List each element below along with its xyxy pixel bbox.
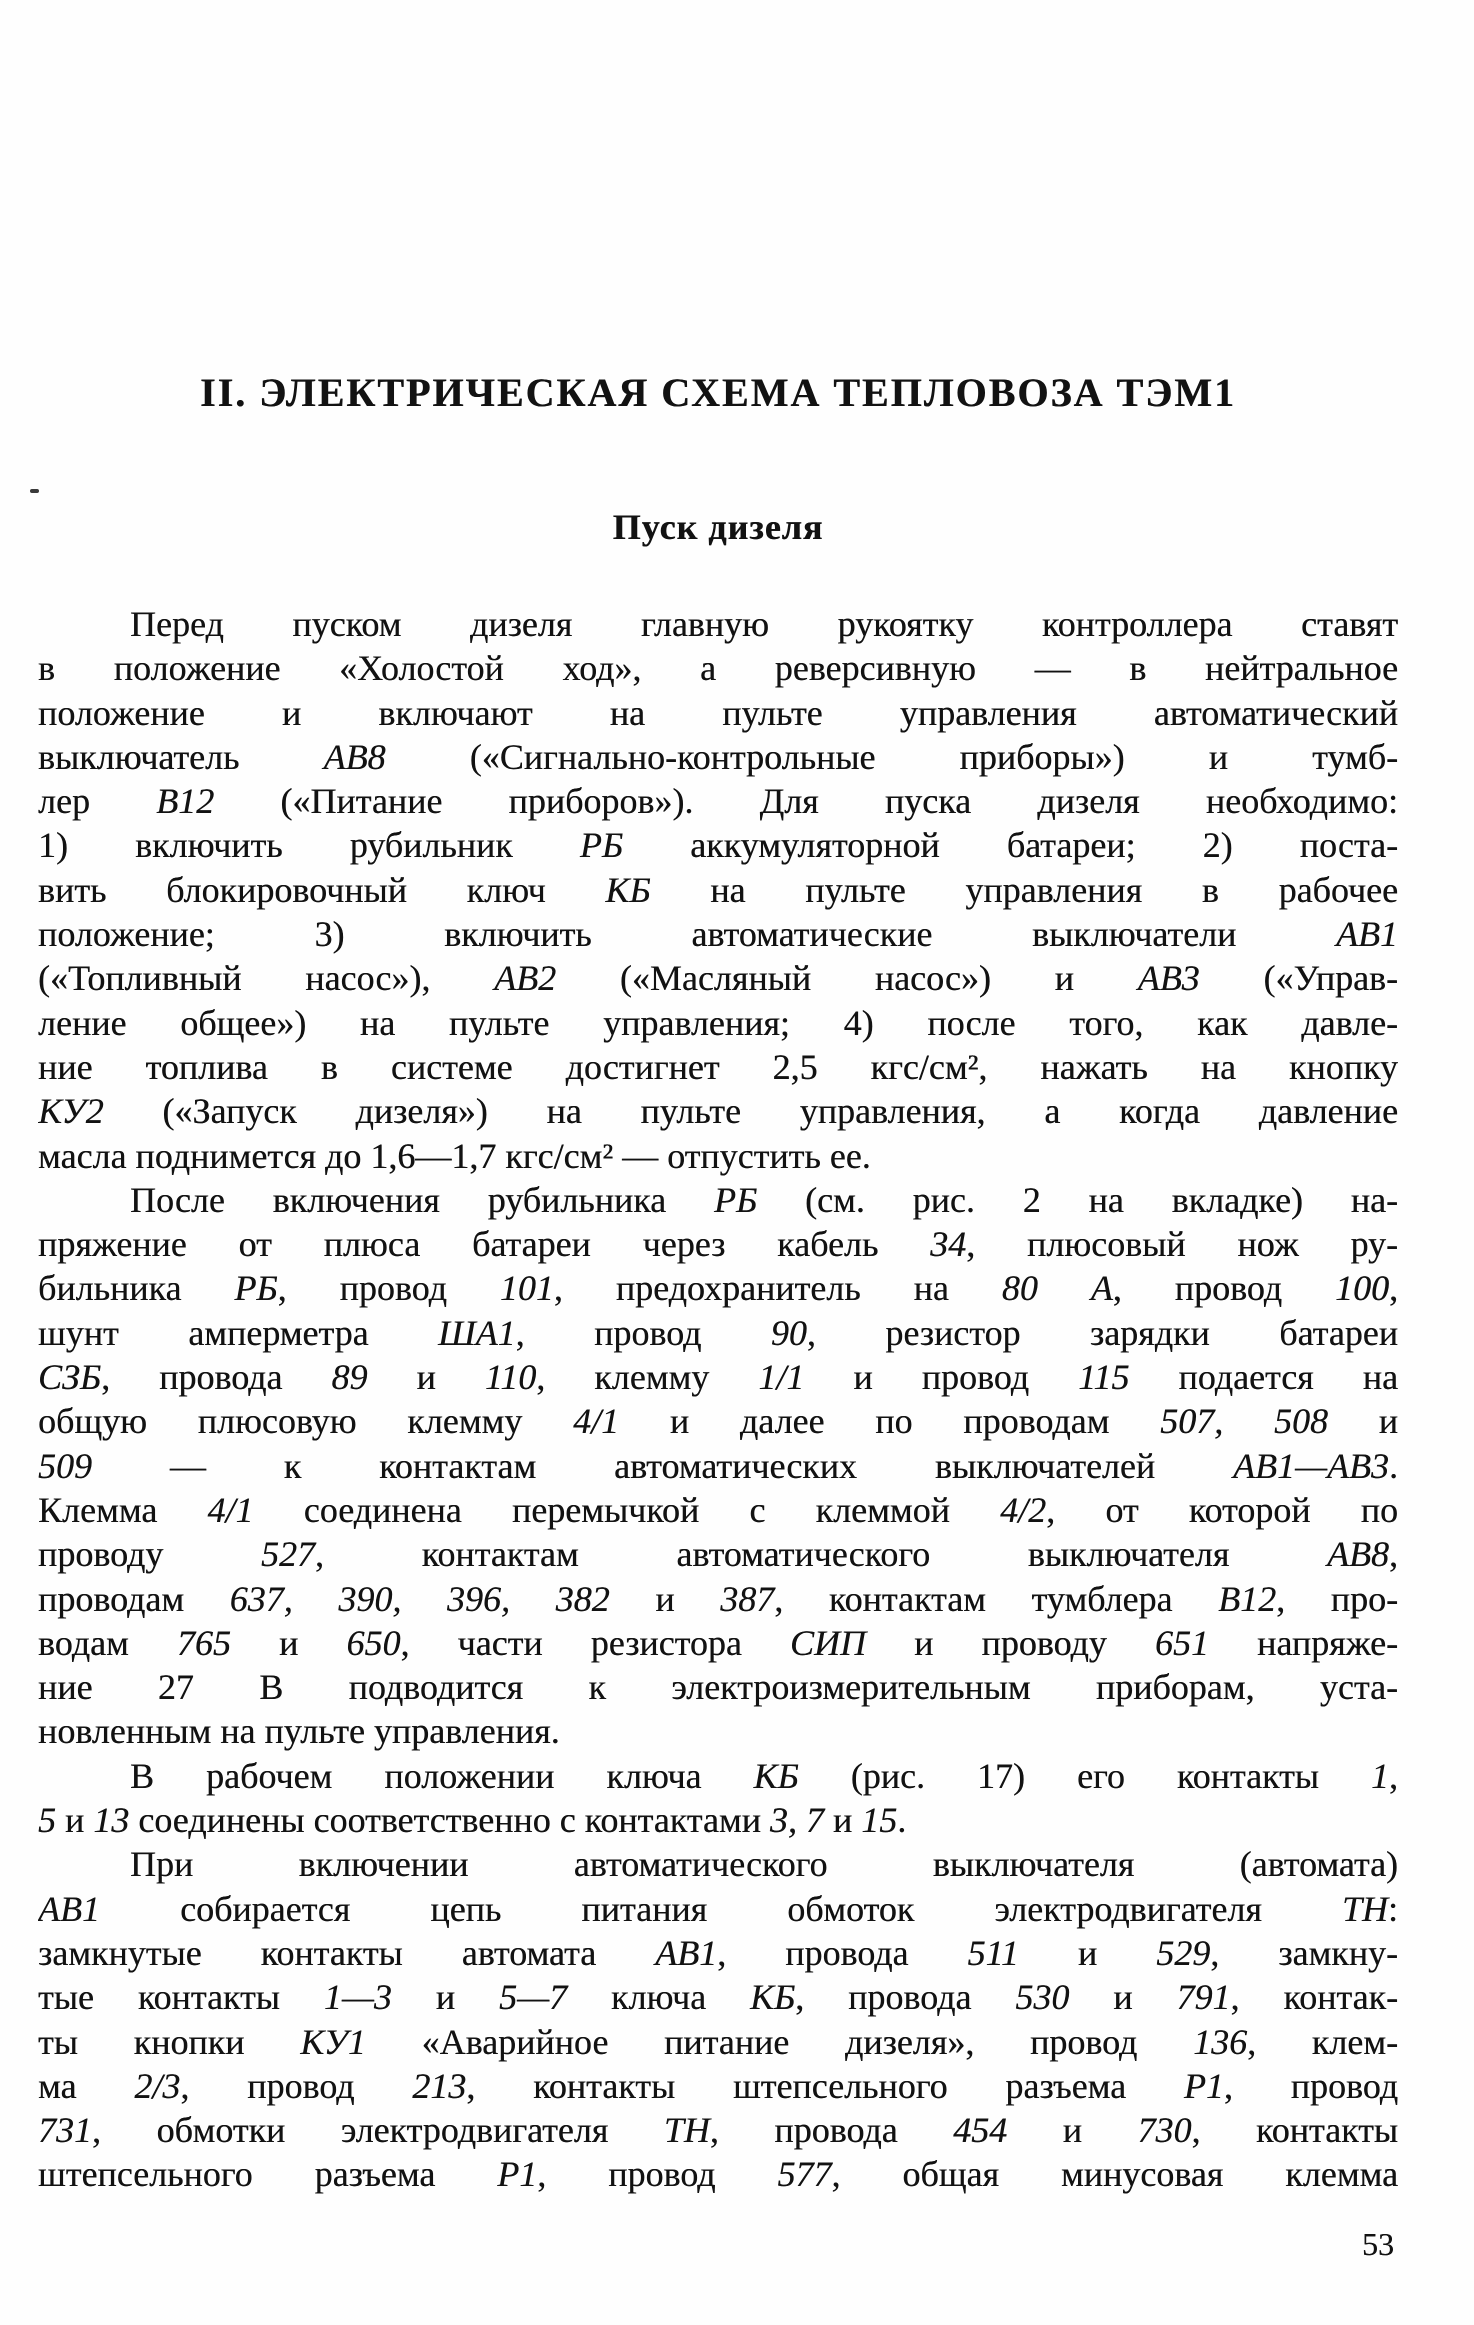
body-text bbox=[38, 602, 1398, 2197]
text-line: 5 и 13 соединены соответственно с контактами 3, 7 и 15. bbox=[38, 1800, 907, 1841]
text-line: водам 765 и 650, части резистора СИП и проводу 651 напряже- bbox=[38, 1622, 1398, 1663]
text-line: Перед пуском дизеля главную рукоятку контроллера ставят bbox=[130, 604, 1398, 644]
text-line: ние топлива в системе достигнет 2,5 кгс/см², нажать на кнопку bbox=[38, 1046, 1398, 1087]
chapter-title: II. ЭЛЕКТРИЧЕСКАЯ СХЕМА ТЕПЛОВОЗА ТЭМ1 bbox=[200, 370, 1236, 415]
text-line: проводам 637, 390, 396, 382 и 387, контактам тумблера В12, про- bbox=[38, 1578, 1398, 1619]
text-line: При включении автоматического выключателя (автомата) bbox=[130, 1844, 1398, 1885]
text-line: ление общее») на пульте управления; 4) после того, как давле- bbox=[38, 1002, 1398, 1043]
text-line: В рабочем положении ключа КБ (рис. 17) его контакты 1, bbox=[130, 1755, 1398, 1796]
text-line: 509 — к контактам автоматических выключателей АВ1—АВ3. bbox=[38, 1445, 1398, 1486]
text-line: положение; 3) включить автоматические выключатели АВ1 bbox=[38, 914, 1398, 955]
text-line: ние 27 В подводится к электроизмерительным приборам, уста- bbox=[38, 1667, 1398, 1708]
text-line: выключатель АВ8 («Сигнально-контрольные приборы») и тумб- bbox=[38, 736, 1398, 777]
text-line: После включения рубильника РБ (см. рис. 2 на вкладке) на- bbox=[130, 1179, 1398, 1220]
text-line: вить блокировочный ключ КБ на пульте управления в рабочее bbox=[38, 869, 1398, 910]
text-line: тые контакты 1—3 и 5—7 ключа КБ, провода 530 и 791, контак- bbox=[38, 1977, 1398, 2018]
text-line: положение и включают на пульте управления автоматический bbox=[38, 692, 1398, 733]
text-line: ма 2/3, провод 213, контакты штепсельного разъема Р1, провод bbox=[38, 2065, 1398, 2106]
text-line: Клемма 4/1 соединена перемычкой с клеммой 4/2, от которой по bbox=[38, 1489, 1398, 1530]
text-line: бильника РБ, провод 101, предохранитель на 80 А, провод 100, bbox=[38, 1268, 1398, 1309]
text-line: масла поднимется до 1,6—1,7 кгс/см² — отпустить ее. bbox=[38, 1135, 871, 1176]
text-line: («Топливный насос»), АВ2 («Масляный насос») и АВ3 («Управ- bbox=[38, 958, 1398, 999]
text-line: шунт амперметра ША1, провод 90, резистор зарядки батареи bbox=[38, 1312, 1398, 1353]
text-line: 731, обмотки электродвигателя ТН, провода 454 и 730, контакты bbox=[38, 2110, 1398, 2151]
text-line: лер В12 («Питание приборов»). Для пуска дизеля необходимо: bbox=[38, 781, 1398, 822]
text-line: общую плюсовую клемму 4/1 и далее по проводам 507, 508 и bbox=[38, 1401, 1398, 1442]
text-line: ты кнопки КУ1 «Аварийное питание дизеля», провод 136, клем- bbox=[38, 2021, 1398, 2062]
text-line: 1) включить рубильник РБ аккумуляторной батареи; 2) поста- bbox=[38, 825, 1398, 866]
text-line: СЗБ, провода 89 и 110, клемму 1/1 и провод 115 подается на bbox=[38, 1357, 1398, 1398]
text-line: новленным на пульте управления. bbox=[38, 1711, 560, 1752]
scan-artifact-mark bbox=[30, 489, 39, 493]
page-number: 53 bbox=[1362, 2226, 1394, 2262]
text-line: в положение «Холостой ход», а реверсивную — в нейтральное bbox=[38, 648, 1398, 689]
text-line: проводу 527, контактам автоматического выключателя АВ8, bbox=[38, 1534, 1398, 1575]
text-line: замкнутые контакты автомата АВ1, провода 511 и 529, замкну- bbox=[38, 1932, 1398, 1973]
text-line: штепсельного разъема Р1, провод 577, общая минусовая клемма bbox=[38, 2154, 1398, 2195]
text-line: КУ2 («Запуск дизеля») на пульте управления, а когда давление bbox=[38, 1091, 1398, 1132]
text-line: АВ1 собирается цепь питания обмоток электродвигателя ТН: bbox=[38, 1888, 1398, 1929]
section-title: Пуск дизеля bbox=[612, 507, 824, 547]
text-line: пряжение от плюса батареи через кабель 34, плюсовый нож ру- bbox=[38, 1224, 1398, 1265]
